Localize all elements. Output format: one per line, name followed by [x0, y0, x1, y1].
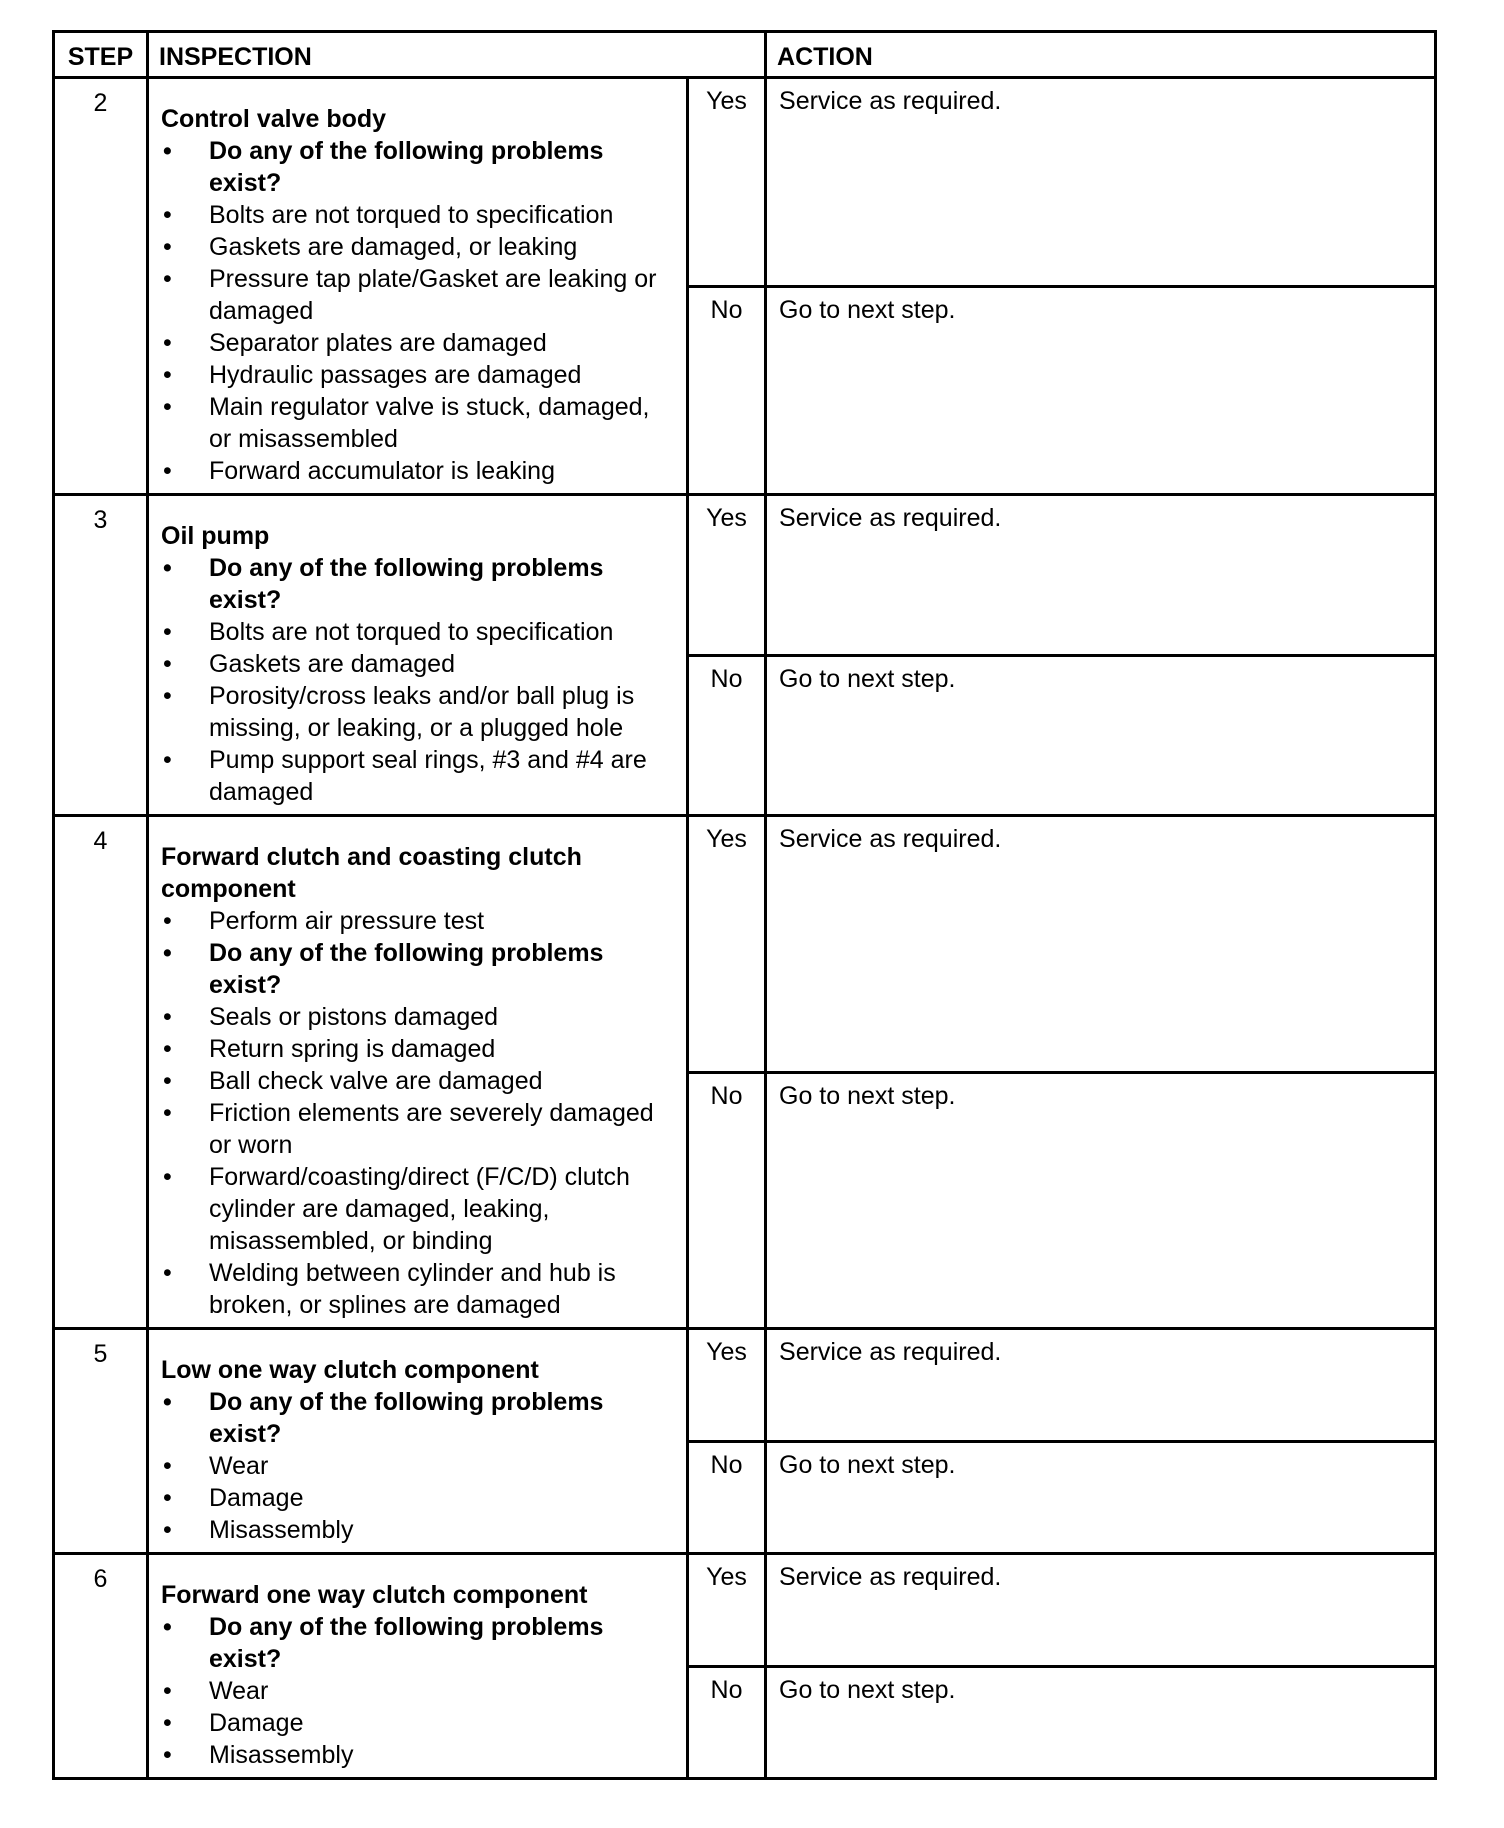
no-label: No	[688, 1441, 766, 1554]
no-label: No	[688, 1666, 766, 1779]
step-row-yes	[54, 1554, 1436, 1667]
no-action: Go to next step.	[766, 1072, 1436, 1329]
yes-action: Service as required.	[766, 1329, 1436, 1442]
inspection-title: Forward one way clutch component	[161, 1581, 588, 1609]
step-row-yes	[54, 495, 1436, 656]
inspection-item: • Damage	[161, 1482, 676, 1514]
no-action: Go to next step.	[766, 1666, 1436, 1779]
inspection-item: • Main regulator valve is stuck, damaged, or misassembled	[161, 391, 676, 455]
inspection-list	[161, 1386, 676, 1546]
inspection-list	[161, 552, 676, 808]
yes-action: Service as required.	[766, 78, 1436, 287]
step-number: 4	[54, 816, 148, 1329]
action-header: ACTION	[766, 32, 1436, 78]
inspection-title: Forward clutch and coasting clutch component	[161, 843, 582, 903]
no-action: Go to next step.	[766, 655, 1436, 816]
inspection-item: • Damage	[161, 1707, 676, 1739]
inspection-item: • Forward accumulator is leaking	[161, 455, 676, 487]
inspection-cell	[148, 816, 688, 1329]
inspection-item: • Pressure tap plate/Gasket are leaking or damaged	[161, 263, 676, 327]
inspection-cell	[148, 78, 688, 495]
step-row-yes	[54, 1329, 1436, 1442]
yes-label: Yes	[688, 78, 766, 287]
inspection-list	[161, 905, 676, 1321]
step-header: STEP	[54, 32, 148, 78]
diagnostic-table	[52, 30, 1437, 1780]
inspection-item: • Bolts are not torqued to specification	[161, 199, 676, 231]
step-number: 3	[54, 495, 148, 816]
inspection-question: • Do any of the following problems exist?	[161, 552, 676, 616]
inspection-cell	[148, 495, 688, 816]
inspection-item: • Misassembly	[161, 1514, 676, 1546]
inspection-title: Oil pump	[161, 522, 270, 550]
inspection-item: • Friction elements are severely damaged or worn	[161, 1097, 676, 1161]
inspection-item: • Gaskets are damaged, or leaking	[161, 231, 676, 263]
yes-action: Service as required.	[766, 816, 1436, 1073]
inspection-list	[161, 135, 676, 487]
inspection-item: • Porosity/cross leaks and/or ball plug is missing, or leaking, or a plugged hole	[161, 680, 676, 744]
inspection-item: • Hydraulic passages are damaged	[161, 359, 676, 391]
table-body	[54, 78, 1436, 1779]
inspection-cell	[148, 1554, 688, 1779]
step-number: 5	[54, 1329, 148, 1554]
inspection-item: • Separator plates are damaged	[161, 327, 676, 359]
step-row-yes	[54, 816, 1436, 1073]
inspection-item: • Welding between cylinder and hub is broken, or splines are damaged	[161, 1257, 676, 1321]
inspection-item: • Pump support seal rings, #3 and #4 are damaged	[161, 744, 676, 808]
inspection-question: • Do any of the following problems exist?	[161, 1386, 676, 1450]
no-label: No	[688, 655, 766, 816]
inspection-question: • Do any of the following problems exist?	[161, 1611, 676, 1675]
no-label: No	[688, 286, 766, 495]
no-label: No	[688, 1072, 766, 1329]
inspection-cell	[148, 1329, 688, 1554]
step-row-yes	[54, 78, 1436, 287]
yes-label: Yes	[688, 1329, 766, 1442]
inspection-title: Low one way clutch component	[161, 1356, 539, 1384]
inspection-item: • Ball check valve are damaged	[161, 1065, 676, 1097]
yes-action: Service as required.	[766, 495, 1436, 656]
inspection-item: • Wear	[161, 1675, 676, 1707]
inspection-question: • Do any of the following problems exist?	[161, 937, 676, 1001]
step-number: 6	[54, 1554, 148, 1779]
inspection-list	[161, 1611, 676, 1771]
yes-action: Service as required.	[766, 1554, 1436, 1667]
inspection-title: Control valve body	[161, 105, 387, 133]
step-number: 2	[54, 78, 148, 495]
inspection-item: • Forward/coasting/direct (F/C/D) clutch cylinder are damaged, leaking, misassembled, or binding	[161, 1161, 676, 1257]
yes-label: Yes	[688, 816, 766, 1073]
inspection-item: • Gaskets are damaged	[161, 648, 676, 680]
inspection-item: • Bolts are not torqued to specification	[161, 616, 676, 648]
no-action: Go to next step.	[766, 1441, 1436, 1554]
yes-label: Yes	[688, 1554, 766, 1667]
inspection-item: • Seals or pistons damaged	[161, 1001, 676, 1033]
header-row	[54, 32, 1436, 78]
yes-label: Yes	[688, 495, 766, 656]
inspection-item: • Return spring is damaged	[161, 1033, 676, 1065]
inspection-item: • Misassembly	[161, 1739, 676, 1771]
inspection-item: • Wear	[161, 1450, 676, 1482]
no-action: Go to next step.	[766, 286, 1436, 495]
inspection-question: • Do any of the following problems exist?	[161, 135, 676, 199]
inspection-header: INSPECTION	[148, 32, 766, 78]
inspection-item: • Perform air pressure test	[161, 905, 676, 937]
